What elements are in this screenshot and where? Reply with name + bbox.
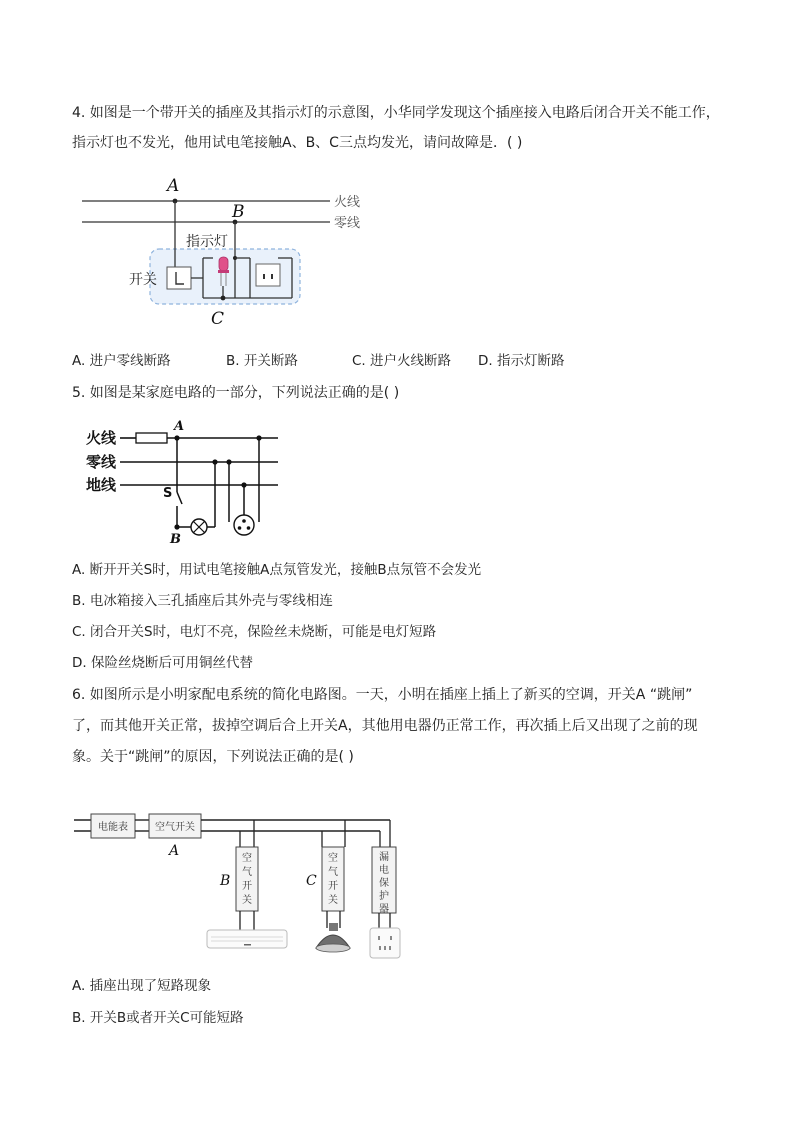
q4-switch-label: 开关 bbox=[129, 272, 157, 288]
q5-option-d[interactable]: D. 保险丝烧断后可用铜丝代替 bbox=[72, 655, 253, 671]
pendant-lamp-icon bbox=[316, 923, 350, 952]
q6-meter-label: 电能表 bbox=[98, 822, 128, 833]
q5-stem: 5. 如图是某家庭电路的一部分，下列说法正确的是( ) bbox=[72, 385, 400, 401]
q4-option-c[interactable]: C. 进户火线断路 bbox=[352, 353, 452, 369]
q4-stem-line2: 指示灯也不发光，他用试电笔接触A、B、C三点均发光，请问故障是．( ) bbox=[72, 135, 523, 151]
q4-option-b[interactable]: B. 开关断路 bbox=[226, 353, 298, 369]
q4-live-wire-label: 火线 bbox=[334, 195, 361, 210]
q5-option-b[interactable]: B. 电冰箱接入三孔插座后其外壳与零线相连 bbox=[72, 593, 333, 609]
q5-live-wire-label: 火线 bbox=[86, 429, 117, 447]
wall-outlet-icon bbox=[370, 928, 400, 958]
q6-label-a: A bbox=[169, 843, 180, 859]
q4-option-d[interactable]: D. 指示灯断路 bbox=[478, 353, 565, 369]
q4-stem-line1: 4. 如图是一个带开关的插座及其指示灯的示意图，小华同学发现这个插座接入电路后闭合开关不能工作， bbox=[72, 105, 720, 121]
q4-neutral-wire-label: 零线 bbox=[334, 216, 361, 231]
q6-stem-line2: 了，而其他开关正常，拔掉空调后合上开关A，其他用电器仍正常工作，再次插上后又出现了之前的现 bbox=[72, 718, 698, 734]
q4-label-b: B bbox=[232, 202, 245, 222]
q4-label-a: A bbox=[167, 176, 180, 196]
air-conditioner-icon bbox=[207, 930, 287, 948]
q6-label-b: B bbox=[220, 873, 231, 889]
q5-label-a: A bbox=[174, 419, 185, 434]
q6-label-c: C bbox=[306, 873, 317, 889]
q5-option-c[interactable]: C. 闭合开关S时，电灯不亮，保险丝未烧断，可能是电灯短路 bbox=[72, 624, 437, 640]
q6-option-b[interactable]: B. 开关B或者开关C可能短路 bbox=[72, 1010, 244, 1026]
q6-option-a[interactable]: A. 插座出现了短路现象 bbox=[72, 978, 212, 994]
q4-label-c: C bbox=[211, 309, 225, 329]
q6-switch-c-label: 空气开关 bbox=[328, 853, 338, 906]
q5-label-b: B bbox=[170, 532, 181, 547]
q5-ground-wire-label: 地线 bbox=[86, 476, 117, 494]
q6-stem-line3: 象。关于“跳闸”的原因，下列说法正确的是( ) bbox=[72, 749, 354, 765]
q5-option-a[interactable]: A. 断开开关S时，用试电笔接触A点氖管发光，接触B点氖管不会发光 bbox=[72, 562, 482, 578]
q6-stem-line1: 6. 如图所示是小明家配电系统的简化电路图。一天，小明在插座上插上了新买的空调，开关A “跳闸” bbox=[72, 687, 693, 703]
q5-neutral-wire-label: 零线 bbox=[86, 453, 117, 471]
q4-option-a[interactable]: A. 进户零线断路 bbox=[72, 353, 171, 369]
q4-indicator-label: 指示灯 bbox=[186, 234, 228, 250]
q6-switch-b-label: 空气开关 bbox=[242, 853, 252, 906]
q5-label-s: S bbox=[163, 486, 173, 501]
q6-main-air-switch-label: 空气开关 bbox=[155, 822, 195, 833]
q6-rcd-label: 漏电保护器 bbox=[379, 852, 389, 915]
